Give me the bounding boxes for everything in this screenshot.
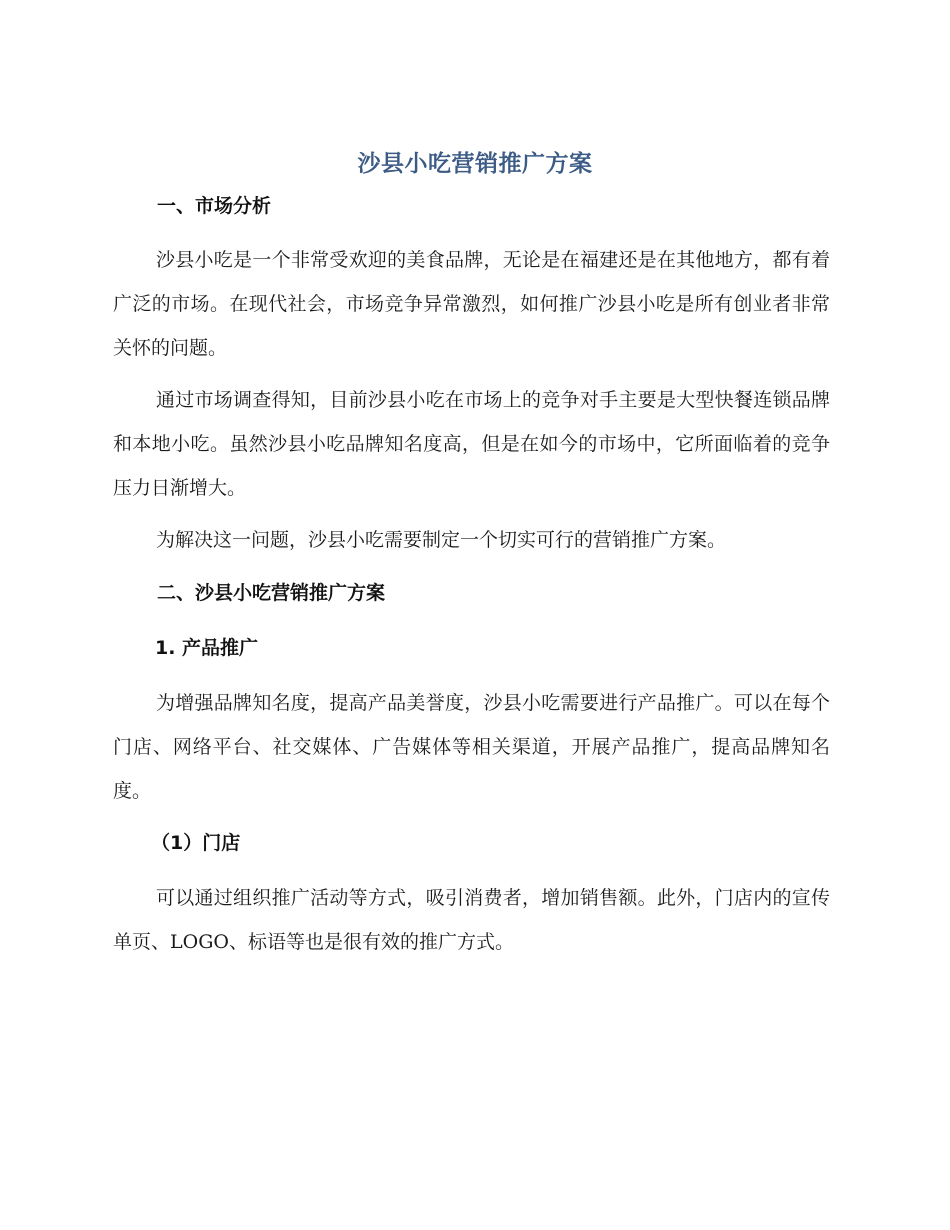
paragraph-market-intro: 沙县小吃是一个非常受欢迎的美食品牌，无论是在福建还是在其他地方，都有着广泛的市场。在现代社会，市场竞争异常激烈，如何推广沙县小吃是所有创业者非常关怀的问题。 [113,249,830,359]
section-heading-market-analysis: 一、市场分析 [157,195,272,217]
item-heading-store: （1）门店 [151,832,241,854]
section-heading-marketing-plan: 二、沙县小吃营销推广方案 [157,582,386,604]
document-title: 沙县小吃营销推广方案 [357,151,593,177]
paragraph-store: 可以通过组织推广活动等方式，吸引消费者，增加销售额。此外，门店内的宣传单页、LOGO、标语等也是很有效的推广方式。 [113,887,830,953]
subsection-heading-product-promotion: 1. 产品推广 [155,637,259,659]
paragraph-competition: 通过市场调查得知，目前沙县小吃在市场上的竞争对手主要是大型快餐连锁品牌和本地小吃。虽然沙县小吃品牌知名度高，但是在如今的市场中，它所面临着的竞争压力日渐增大。 [113,389,830,499]
paragraph-solution: 为解决这一问题，沙县小吃需要制定一个切实可行的营销推广方案。 [156,529,727,551]
paragraph-product-promotion: 为增强品牌知名度，提高产品美誉度，沙县小吃需要进行产品推广。可以在每个门店、网络平台、社交媒体、广告媒体等相关渠道，开展产品推广，提高品牌知名度。 [113,692,830,802]
